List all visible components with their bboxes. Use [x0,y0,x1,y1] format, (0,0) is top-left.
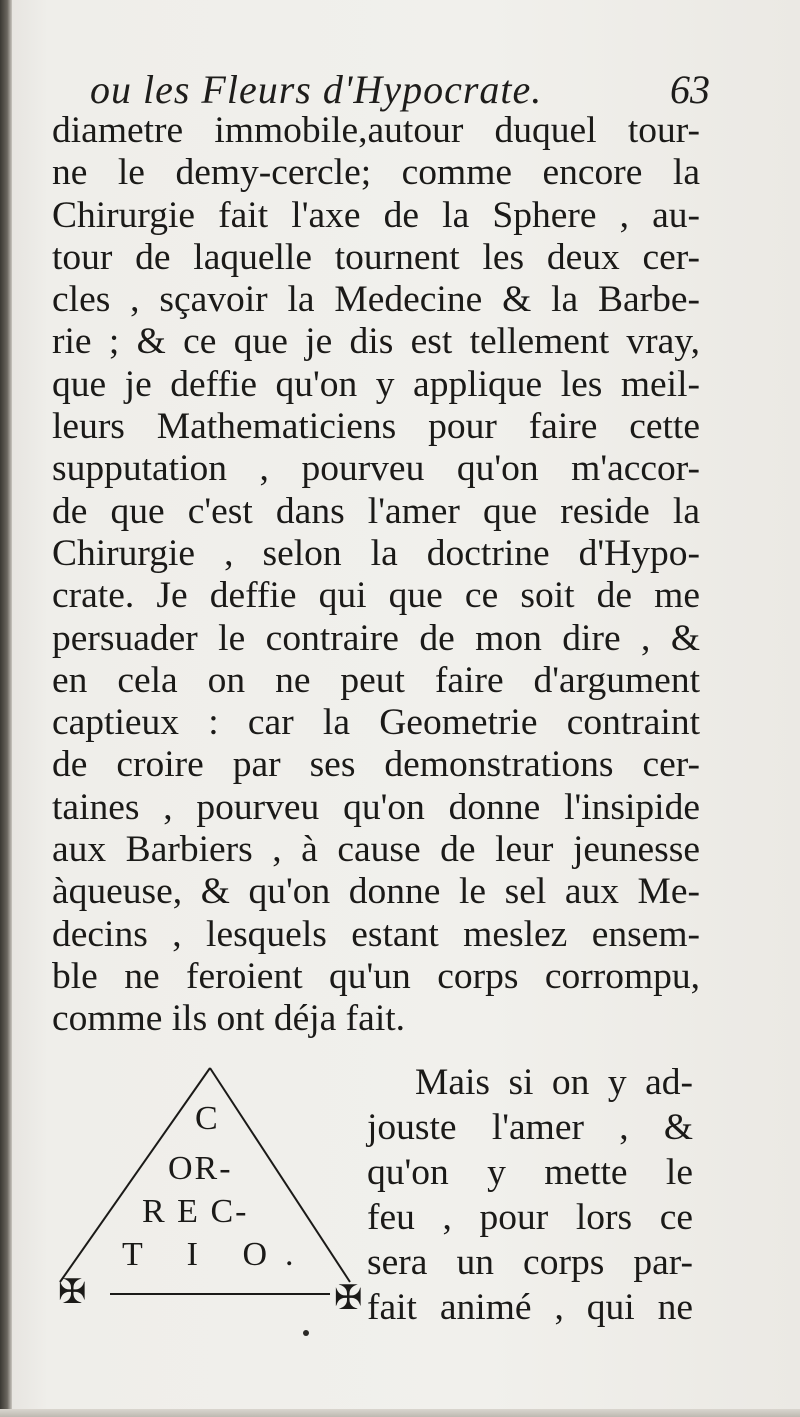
text-line: que je deffie qu'on y applique les meil- [52,363,700,405]
triangle-figure [50,1060,370,1320]
ink-dot [303,1330,309,1336]
text-line: cles , sçavoir la Medecine & la Barbe- [52,279,700,321]
text-line: en cela on ne peut faire d'argument [52,659,700,701]
text-line: jouste l'amer , & [367,1107,693,1148]
text-line: àqueuse, & qu'on donne le sel aux Me- [52,871,700,913]
text-line: de croire par ses demonstrations cer- [52,744,700,786]
text-line: sera un corps par- [367,1242,693,1283]
text-line: aux Barbiers , à cause de leur jeunesse [52,829,700,871]
side-text [367,1060,693,1330]
text-line: decins , lesquels estant meslez ensem- [52,913,700,955]
running-title: ou les Fleurs d'Hypocrate. [90,67,543,112]
text-line: ne le demy-cercle; comme encore la [52,152,700,194]
text-line: Chirurgie fait l'axe de la Sphere , au- [52,194,700,236]
text-line: persuader le contraire de mon dire , & [52,617,700,659]
text-line: tour de laquelle tournent les deux cer- [52,236,700,278]
triangle-row-4: T I O. [122,1236,312,1273]
text-line: Mais si on y ad- [415,1062,693,1103]
text-line: qu'on y mette le [367,1152,693,1193]
text-line: feu , pour lors ce [367,1197,693,1238]
page-number: 63 [670,67,710,112]
text-line: leurs Mathematiciens pour faire cette [52,406,700,448]
triangle-row-2: OR- [168,1150,233,1187]
text-line: de que c'est dans l'amer que reside la [52,490,700,532]
text-line: ble ne feroient qu'un corps corrompu, [52,955,700,997]
triangle-row-1: C [195,1100,220,1137]
text-line: fait animé , qui ne [367,1287,693,1328]
text-line: rie ; & ce que je dis est tellement vray, [52,321,700,363]
text-line: supputation , pourveu qu'on m'accor- [52,448,700,490]
cross-mark-left: ✠ [58,1274,89,1311]
text-line: captieux : car la Geometrie contraint [52,702,700,744]
text-line: comme ils ont déja fait. [52,998,406,1040]
text-line: Chirurgie , selon la doctrine d'Hypo- [52,532,700,574]
page-bottom-edge [0,1409,800,1417]
cross-mark-right: ✠ [334,1280,365,1317]
body-text [52,110,700,1041]
triangle-lines [50,1060,370,1320]
text-line: crate. Je deffie qui que ce soit de me [52,575,700,617]
triangle-row-3: R E C- [142,1193,249,1230]
binding-edge [0,0,12,1417]
text-line: taines , pourveu qu'on donne l'insipide [52,786,700,828]
text-line: diametre immobile,autour duquel tour- [52,110,700,151]
